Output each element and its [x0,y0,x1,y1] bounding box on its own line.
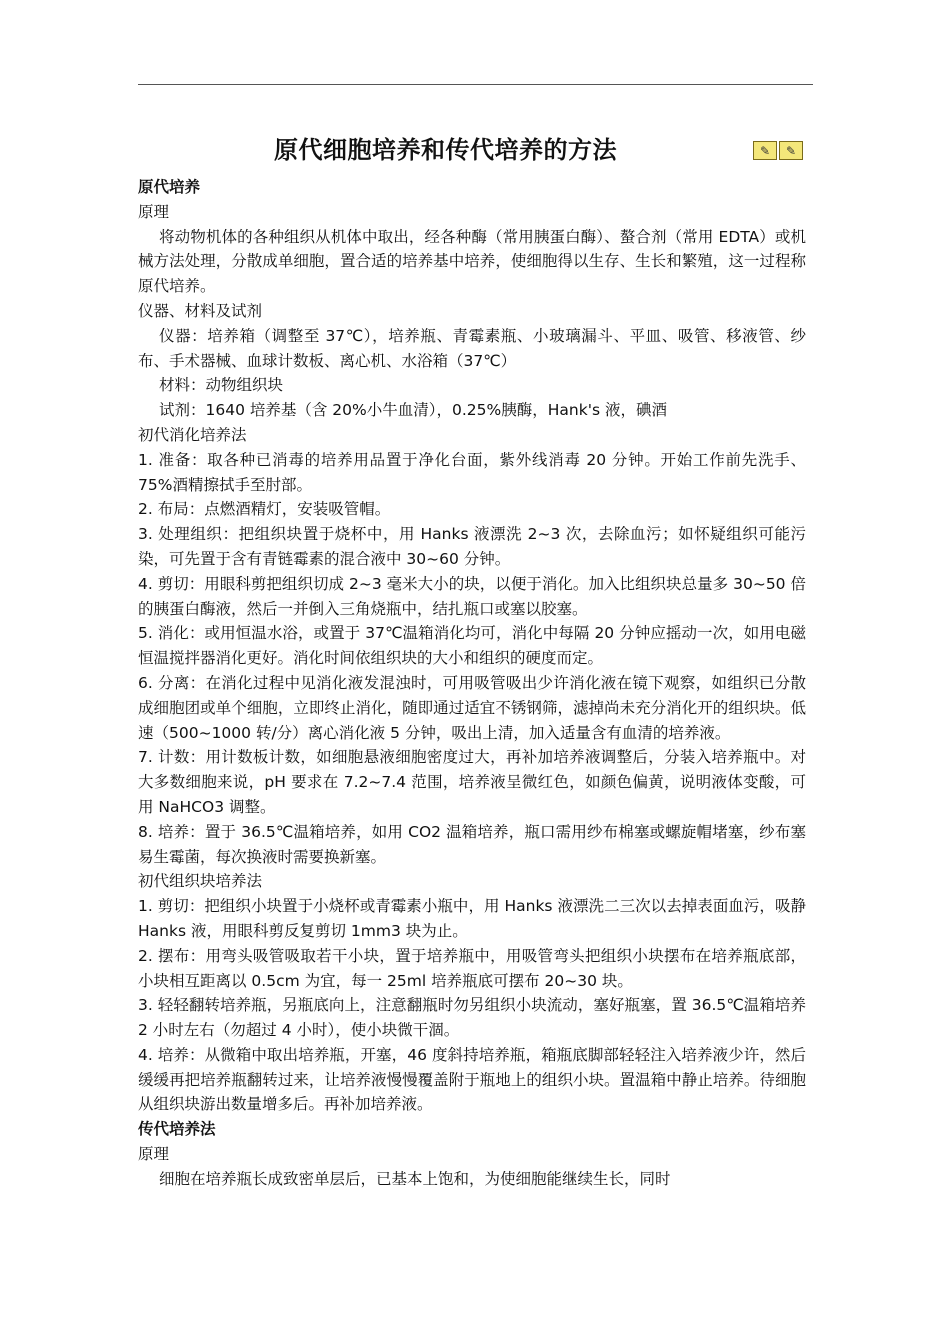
paragraph: 3. 轻轻翻转培养瓶，另瓶底向上，注意翻瓶时勿另组织小块流动，塞好瓶塞，置 36.5℃温箱培养 2 小时左右（勿超过 4 小时），使小块微干涸。 [138,996,806,1040]
paragraph: 试剂：1640 培养基（含 20%小牛血清），0.25%胰酶，Hank's 液，碘酒 [159,401,667,420]
paragraph: 初代消化培养法 [138,425,247,444]
paragraph: 7. 计数：用计数板计数，如细胞悬液细胞密度过大，再补加培养液调整后，分装入培养瓶中。对大多数细胞来说，pH 要求在 7.2~7.4 范围，培养液呈微红色，如颜色偏黄，说明液体变酸，可用 NaHCO3 调整。 [138,748,806,816]
paragraph: 原理 [138,1145,170,1164]
toolbar-icons [753,141,803,160]
paragraph: 5. 消化：或用恒温水浴，或置于 37℃温箱消化均可，消化中每隔 20 分钟应摇动一次，如用电磁恒温搅拌器消化更好。消化时间依组织块的大小和组织的硬度而定。 [138,624,806,668]
paragraph: 2. 摆布：用弯头吸管吸取若干小块，置于培养瓶中，用吸管弯头把组织小块摆布在培养瓶底部，小块相互距离以 0.5cm 为宜，每一 25ml 培养瓶底可摆布 20~30 块。 [138,946,806,990]
section-heading: 原代培养 [138,178,201,196]
section-heading: 传代培养法 [138,1120,216,1139]
paragraph: 仪器：培养箱（调整至 37℃），培养瓶、青霉素瓶、小玻璃漏斗、平皿、吸管、移液管、纱布、手术器械、血球计数板、离心机、水浴箱（37℃） [138,326,806,370]
header-rule [138,84,813,85]
paragraph: 1. 剪切：把组织小块置于小烧杯或青霉素小瓶中，用 Hanks 液漂洗二三次以去掉表面血污，吸静 Hanks 液，用眼科剪反复剪切 1mm3 块为止。 [138,897,806,940]
paragraph: 2. 布局：点燃酒精灯，安装吸管帽。 [138,500,391,519]
paragraph: 4. 培养：从微箱中取出培养瓶，开塞，46 度斜持培养瓶，箱瓶底脚部轻轻注入培养液少许，然后缓缓再把培养瓶翻转过来，让培养液慢慢覆盖附于瓶地上的组织小块。置温箱中静止培养。待细胞从组织块游出数量增多后。再补加培养液。 [138,1045,806,1114]
paragraph: 8. 培养：置于 36.5℃温箱培养，如用 CO2 温箱培养，瓶口需用纱布棉塞或螺旋帽堵塞，纱布塞易生霉菌，每次换液时需要换新塞。 [138,822,806,866]
paragraph: 4. 剪切：用眼科剪把组织切成 2~3 毫米大小的块，以便于消化。加入比组织块总量多 30~50 倍的胰蛋白酶液，然后一并倒入三角烧瓶中，结扎瓶口或塞以胶塞。 [138,574,806,618]
paragraph: 3. 处理组织：把组织块置于烧杯中，用 Hanks 液漂洗 2~3 次，去除血污；如怀疑组织可能污染，可先置于含有青链霉素的混合液中 30~60 分钟。 [138,525,806,568]
paragraph: 初代组织块培养法 [138,872,263,891]
tool-icon[interactable]: ✎ [779,141,803,160]
paragraph: 细胞在培养瓶长成致密单层后，已基本上饱和，为使细胞能继续生长，同时 [159,1169,671,1188]
document-title: 原代细胞培养和传代培养的方法 [274,136,617,164]
tool-icon[interactable]: ✎ [753,141,777,160]
paragraph: 原理 [138,202,170,221]
paragraph: 将动物机体的各种组织从机体中取出，经各种酶（常用胰蛋白酶）、螯合剂（常用 EDTA）或机械方法处理，分散成单细胞，置合适的培养基中培养，使细胞得以生存、生长和繁殖，这一过程称原代培养。 [138,227,806,296]
paragraph: 仪器、材料及试剂 [138,301,263,320]
document-body [138,175,806,1192]
paragraph: 材料：动物组织块 [159,376,284,395]
paragraph: 6. 分离：在消化过程中见消化液发混浊时，可用吸管吸出少许消化液在镜下观察，如组织已分散成细胞团或单个细胞，立即终止消化，随即通过适宜不锈钢筛，滤掉尚未充分消化开的组织块。低速（500~1000 转/分）离心消化液 5 分钟，吸出上清，加入适量含有血清的培养液。 [138,673,806,742]
paragraph: 1. 准备：取各种已消毒的培养用品置于净化台面，紫外线消毒 20 分钟。开始工作前先洗手、75%酒精擦拭手至肘部。 [138,450,806,494]
